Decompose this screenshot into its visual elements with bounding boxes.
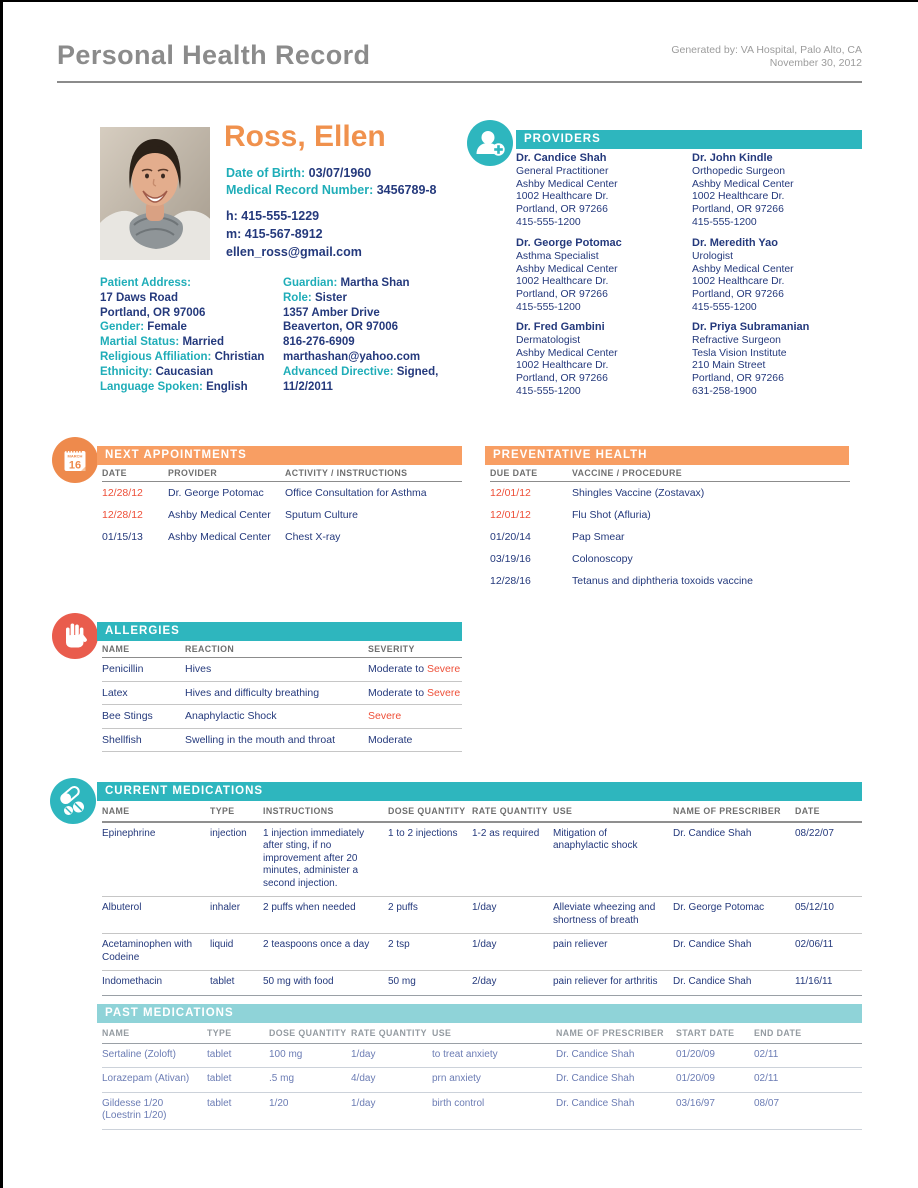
svg-text:16: 16 — [68, 459, 82, 472]
preventative-column-headers: DUE DATE VACCINE / PROCEDURE — [490, 468, 850, 482]
allergies-section-header: ALLERGIES — [97, 622, 462, 641]
home-phone: h: 415-555-1229 — [226, 209, 320, 223]
table-row: Gildesse 1/20 (Loestrin 1/20) tablet 1/20 1/day birth control Dr. Candice Shah 03/16/97 08/07 — [102, 1093, 862, 1130]
detail-line: Martial Status: Married — [100, 336, 224, 349]
preventative-section-header: PREVENTATIVE HEALTH — [485, 446, 849, 465]
table-row: 03/19/16 Colonoscopy — [490, 553, 633, 565]
provider-card: Dr. Fred Gambini Dermatologist Ashby Medical Center 1002 Healthcare Dr. Portland, OR 97266 415-555-1200 — [516, 321, 618, 397]
detail-line: Role: Sister — [283, 291, 347, 304]
patient-contact — [226, 207, 362, 261]
current-medications-column-headers: NAME TYPE INSTRUCTIONS DOSE QUANTITY RATE QUANTITY USE NAME OF PRESCRIBER DATE — [102, 805, 862, 823]
detail-line: Gender: Female — [100, 321, 187, 334]
generated-date: November 30, 2012 — [769, 57, 862, 69]
table-row: Indomethacin tablet 50 mg with food 50 mg 2/day pain reliever for arthritis Dr. Candice Shah 11/16/11 — [102, 971, 862, 996]
provider-card: Dr. George Potomac Asthma Specialist Ashby Medical Center 1002 Healthcare Dr. Portland, OR 97266 415-555-1200 — [516, 237, 622, 313]
table-row: Penicillin Hives Moderate to Severe — [102, 658, 462, 682]
appointments-column-headers: DATE PROVIDER ACTIVITY / INSTRUCTIONS — [102, 468, 462, 482]
current-medications-table — [102, 805, 862, 996]
patient-details-left — [100, 276, 280, 394]
patient-name: Ross, Ellen — [224, 120, 386, 153]
past-medications-column-headers: NAME TYPE DOSE QUANTITY RATE QUANTITY USE NAME OF PRESCRIBER START DATE END DATE — [102, 1027, 862, 1044]
detail-line: Language Spoken: English — [100, 380, 248, 393]
detail-line: 17 Daws Road — [100, 291, 178, 304]
table-row: 12/28/12 Ashby Medical Center Sputum Culture — [102, 509, 358, 521]
pills-icon — [50, 778, 96, 824]
detail-line: marthashan@yahoo.com — [283, 350, 421, 363]
table-row: Shellfish Swelling in the mouth and throat Moderate — [102, 729, 462, 753]
providers-list — [516, 152, 862, 399]
table-row: 01/15/13 Ashby Medical Center Chest X-ray — [102, 531, 341, 543]
patient-email: ellen_ross@gmail.com — [226, 245, 362, 259]
provider-card: Dr. Candice Shah General Practitioner Ashby Medical Center 1002 Healthcare Dr. Portland, OR 97266 415-555-1200 — [516, 152, 618, 228]
appointments-table — [102, 468, 462, 548]
medical-record-number: Medical Record Number: 3456789-8 — [226, 183, 437, 197]
generated-by — [671, 44, 862, 70]
detail-line: Portland, OR 97006 — [100, 306, 206, 319]
detail-line: Ethnicity: Caucasian — [100, 365, 214, 378]
detail-line: 1357 Amber Drive — [283, 306, 380, 319]
table-row: Albuterol inhaler 2 puffs when needed 2 puffs 1/day Alleviate wheezing and shortness of breath Dr. George Potomac 05/12/10 — [102, 897, 862, 934]
allergies-table — [102, 644, 462, 752]
table-row: 12/01/12 Flu Shot (Afluria) — [490, 509, 651, 521]
allergies-column-headers: NAME REACTION SEVERITY — [102, 644, 462, 658]
detail-line: 11/2/2011 — [283, 380, 333, 393]
calendar-icon — [52, 437, 98, 483]
provider-card: Dr. John Kindle Orthopedic Surgeon Ashby Medical Center 1002 Healthcare Dr. Portland, OR 97266 415-555-1200 — [692, 152, 794, 228]
detail-line: Advanced Directive: Signed, — [283, 365, 439, 378]
svg-text:MARCH: MARCH — [67, 453, 83, 459]
providers-icon — [467, 120, 513, 166]
hand-stop-icon — [52, 613, 98, 659]
mobile-phone: m: 415-567-8912 — [226, 227, 323, 241]
provider-card: Dr. Meredith Yao Urologist Ashby Medical Center 1002 Healthcare Dr. Portland, OR 97266 415-555-1200 — [692, 237, 794, 313]
table-row: 01/20/14 Pap Smear — [490, 531, 625, 543]
providers-section-header: PROVIDERS — [516, 130, 862, 149]
provider-card: Dr. Priya Subramanian Refractive Surgeon Tesla Vision Institute 210 Main Street Portland, OR 97266 631-258-1900 — [692, 321, 810, 397]
table-row: Acetaminophen with Codeine liquid 2 teaspoons once a day 2 tsp 1/day pain reliever Dr. Candice Shah 02/06/11 — [102, 934, 862, 971]
table-row: 12/01/12 Shingles Vaccine (Zostavax) — [490, 487, 705, 499]
detail-line: 816-276-6909 — [283, 336, 355, 349]
header-divider — [57, 81, 862, 83]
table-row: Latex Hives and difficulty breathing Moderate to Severe — [102, 682, 462, 706]
appointments-section-header: NEXT APPOINTMENTS — [97, 446, 462, 465]
table-row: 12/28/16 Tetanus and diphtheria toxoids vaccine — [490, 575, 753, 587]
patient-photo — [100, 127, 210, 260]
table-row: Bee Stings Anaphylactic Shock Severe — [102, 705, 462, 729]
date-of-birth: Date of Birth: 03/07/1960 — [226, 166, 372, 180]
detail-line: Guardian: Martha Shan — [283, 277, 410, 289]
current-medications-section-header: CURRENT MEDICATIONS — [97, 782, 862, 801]
page-edge-left — [0, 0, 3, 1188]
preventative-table — [490, 468, 850, 592]
table-row: Lorazepam (Ativan) tablet .5 mg 4/day prn anxiety Dr. Candice Shah 01/20/09 02/11 — [102, 1068, 862, 1093]
detail-line: Religious Affiliation: Christian — [100, 350, 265, 363]
past-medications-table — [102, 1027, 862, 1130]
patient-details-right — [283, 276, 463, 394]
page-edge-top — [0, 0, 918, 2]
detail-line: Beaverton, OR 97006 — [283, 321, 399, 334]
table-row: Sertaline (Zoloft) tablet 100 mg 1/day to treat anxiety Dr. Candice Shah 01/20/09 02/11 — [102, 1044, 862, 1069]
past-medications-section-header: PAST MEDICATIONS — [97, 1004, 862, 1023]
generated-by-line: Generated by: VA Hospital, Palo Alto, CA — [671, 44, 862, 56]
patient-id-lines — [226, 165, 437, 199]
table-row: Epinephrine injection 1 injection immediately after sting, if no improvement after 20 minutes, administer a second injection. 1 to 2 injections 1-2 as required Mitigation of anaphylactic shock Dr. Candice Shah 08/22/07 — [102, 823, 862, 898]
detail-line: Patient Address: — [100, 277, 191, 289]
page-title: Personal Health Record — [57, 40, 371, 70]
table-row: 12/28/12 Dr. George Potomac Office Consultation for Asthma — [102, 487, 427, 499]
